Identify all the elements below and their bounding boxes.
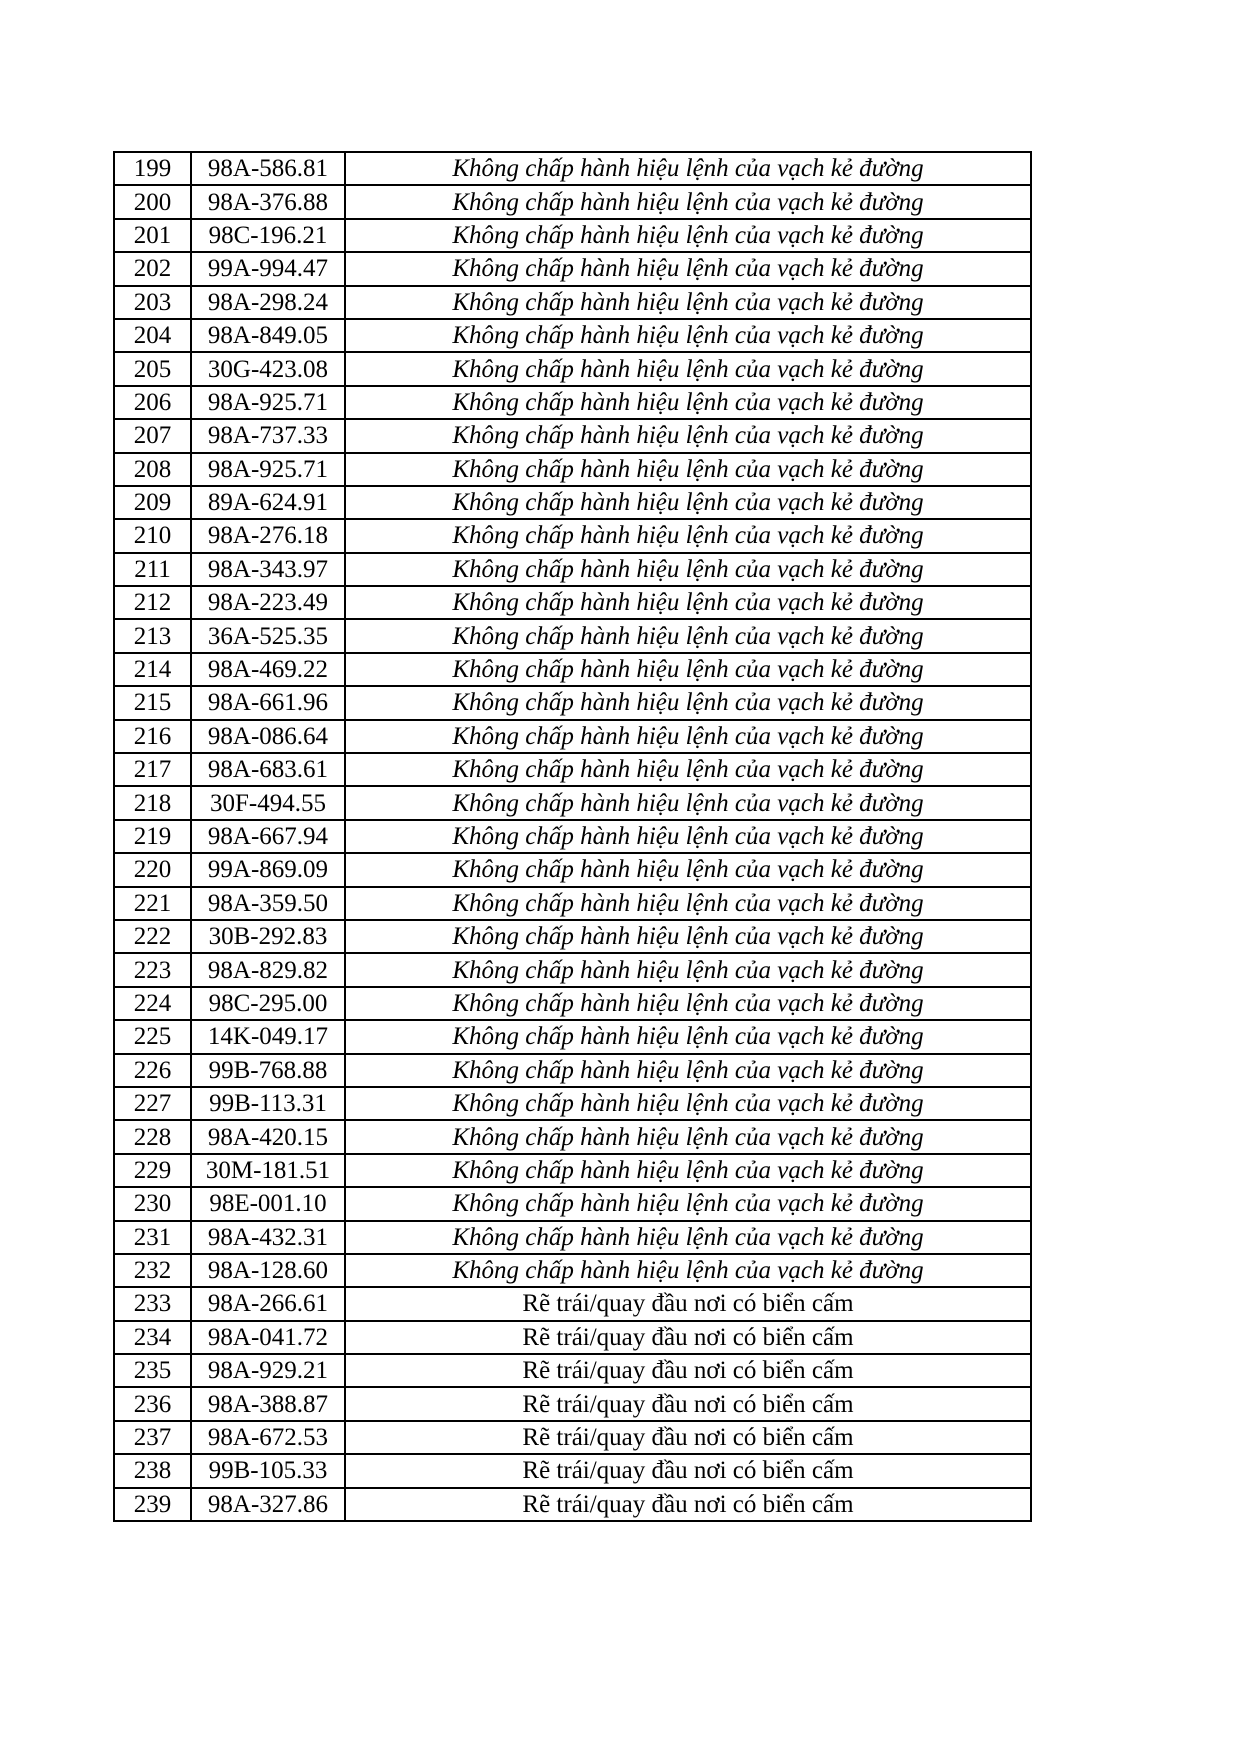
row-number-cell: 203 [114, 286, 191, 319]
violation-cell: Rẽ trái/quay đầu nơi có biển cấm [345, 1287, 1031, 1320]
row-number-cell: 222 [114, 920, 191, 953]
row-number-cell: 233 [114, 1287, 191, 1320]
table-row [114, 853, 1031, 886]
violation-cell: Không chấp hành hiệu lệnh của vạch kẻ đường [345, 720, 1031, 753]
license-plate-cell: 98A-661.96 [191, 686, 345, 719]
row-number-cell: 220 [114, 853, 191, 886]
violation-cell: Không chấp hành hiệu lệnh của vạch kẻ đường [345, 1187, 1031, 1220]
table-row [114, 953, 1031, 986]
license-plate-cell: 99A-869.09 [191, 853, 345, 886]
row-number-cell: 212 [114, 586, 191, 619]
row-number-cell: 204 [114, 319, 191, 352]
license-plate-cell: 98A-359.50 [191, 887, 345, 920]
row-number-cell: 236 [114, 1387, 191, 1420]
table-row [114, 1488, 1031, 1521]
table-row [114, 286, 1031, 319]
violation-cell: Rẽ trái/quay đầu nơi có biển cấm [345, 1387, 1031, 1420]
license-plate-cell: 98A-276.18 [191, 519, 345, 552]
table-row [114, 653, 1031, 686]
table-row [114, 920, 1031, 953]
row-number-cell: 206 [114, 386, 191, 419]
table-row [114, 453, 1031, 486]
row-number-cell: 227 [114, 1087, 191, 1120]
table-row [114, 1120, 1031, 1153]
table-row [114, 319, 1031, 352]
license-plate-cell: 98C-196.21 [191, 219, 345, 252]
violation-cell: Không chấp hành hiệu lệnh của vạch kẻ đường [345, 1020, 1031, 1053]
license-plate-cell: 98A-829.82 [191, 953, 345, 986]
violation-cell: Không chấp hành hiệu lệnh của vạch kẻ đường [345, 953, 1031, 986]
row-number-cell: 229 [114, 1154, 191, 1187]
table-row [114, 720, 1031, 753]
row-number-cell: 221 [114, 887, 191, 920]
license-plate-cell: 30B-292.83 [191, 920, 345, 953]
violation-cell: Không chấp hành hiệu lệnh của vạch kẻ đường [345, 1154, 1031, 1187]
license-plate-cell: 98A-586.81 [191, 152, 345, 185]
row-number-cell: 211 [114, 553, 191, 586]
table-row [114, 386, 1031, 419]
row-number-cell: 209 [114, 486, 191, 519]
row-number-cell: 238 [114, 1454, 191, 1487]
violation-cell: Rẽ trái/quay đầu nơi có biển cấm [345, 1354, 1031, 1387]
license-plate-cell: 98A-041.72 [191, 1321, 345, 1354]
violation-cell: Không chấp hành hiệu lệnh của vạch kẻ đường [345, 653, 1031, 686]
row-number-cell: 207 [114, 419, 191, 452]
violation-cell: Không chấp hành hiệu lệnh của vạch kẻ đường [345, 786, 1031, 819]
row-number-cell: 210 [114, 519, 191, 552]
row-number-cell: 202 [114, 252, 191, 285]
violation-cell: Không chấp hành hiệu lệnh của vạch kẻ đường [345, 753, 1031, 786]
table-row [114, 1387, 1031, 1420]
violation-cell: Không chấp hành hiệu lệnh của vạch kẻ đường [345, 553, 1031, 586]
table-row [114, 486, 1031, 519]
table-row [114, 820, 1031, 853]
license-plate-cell: 98A-929.21 [191, 1354, 345, 1387]
row-number-cell: 232 [114, 1254, 191, 1287]
row-number-cell: 230 [114, 1187, 191, 1220]
license-plate-cell: 99B-105.33 [191, 1454, 345, 1487]
violations-table [113, 151, 1032, 1522]
table-row [114, 753, 1031, 786]
license-plate-cell: 98A-086.64 [191, 720, 345, 753]
table-row [114, 553, 1031, 586]
license-plate-cell: 98A-469.22 [191, 653, 345, 686]
violation-cell: Không chấp hành hiệu lệnh của vạch kẻ đường [345, 1120, 1031, 1153]
row-number-cell: 234 [114, 1321, 191, 1354]
license-plate-cell: 98A-672.53 [191, 1421, 345, 1454]
table-row [114, 1187, 1031, 1220]
violations-table-body [114, 152, 1031, 1521]
table-row [114, 1221, 1031, 1254]
table-row [114, 519, 1031, 552]
violation-cell: Không chấp hành hiệu lệnh của vạch kẻ đường [345, 853, 1031, 886]
table-row [114, 586, 1031, 619]
row-number-cell: 201 [114, 219, 191, 252]
violation-cell: Không chấp hành hiệu lệnh của vạch kẻ đường [345, 1254, 1031, 1287]
license-plate-cell: 98C-295.00 [191, 987, 345, 1020]
row-number-cell: 217 [114, 753, 191, 786]
violation-cell: Không chấp hành hiệu lệnh của vạch kẻ đường [345, 887, 1031, 920]
license-plate-cell: 98A-266.61 [191, 1287, 345, 1320]
table-row [114, 419, 1031, 452]
table-row [114, 352, 1031, 385]
table-row [114, 1354, 1031, 1387]
table-row [114, 1087, 1031, 1120]
table-row [114, 252, 1031, 285]
license-plate-cell: 99B-768.88 [191, 1054, 345, 1087]
violation-cell: Không chấp hành hiệu lệnh của vạch kẻ đường [345, 686, 1031, 719]
license-plate-cell: 98A-667.94 [191, 820, 345, 853]
violation-cell: Không chấp hành hiệu lệnh của vạch kẻ đường [345, 1054, 1031, 1087]
violation-cell: Không chấp hành hiệu lệnh của vạch kẻ đường [345, 619, 1031, 652]
license-plate-cell: 98A-420.15 [191, 1120, 345, 1153]
table-row [114, 786, 1031, 819]
row-number-cell: 237 [114, 1421, 191, 1454]
table-row [114, 987, 1031, 1020]
row-number-cell: 216 [114, 720, 191, 753]
license-plate-cell: 98A-683.61 [191, 753, 345, 786]
violation-cell: Không chấp hành hiệu lệnh của vạch kẻ đường [345, 820, 1031, 853]
table-row [114, 1054, 1031, 1087]
license-plate-cell: 98A-298.24 [191, 286, 345, 319]
license-plate-cell: 98A-223.49 [191, 586, 345, 619]
violation-cell: Không chấp hành hiệu lệnh của vạch kẻ đường [345, 419, 1031, 452]
row-number-cell: 231 [114, 1221, 191, 1254]
license-plate-cell: 98A-343.97 [191, 553, 345, 586]
row-number-cell: 215 [114, 686, 191, 719]
row-number-cell: 226 [114, 1054, 191, 1087]
license-plate-cell: 98A-737.33 [191, 419, 345, 452]
row-number-cell: 235 [114, 1354, 191, 1387]
table-row [114, 619, 1031, 652]
violation-cell: Không chấp hành hiệu lệnh của vạch kẻ đường [345, 219, 1031, 252]
license-plate-cell: 98A-327.86 [191, 1488, 345, 1521]
violation-cell: Không chấp hành hiệu lệnh của vạch kẻ đường [345, 286, 1031, 319]
violation-cell: Không chấp hành hiệu lệnh của vạch kẻ đường [345, 185, 1031, 218]
license-plate-cell: 36A-525.35 [191, 619, 345, 652]
violation-cell: Không chấp hành hiệu lệnh của vạch kẻ đường [345, 519, 1031, 552]
row-number-cell: 224 [114, 987, 191, 1020]
table-row [114, 1421, 1031, 1454]
table-row [114, 1254, 1031, 1287]
table-row [114, 1454, 1031, 1487]
license-plate-cell: 98A-925.71 [191, 453, 345, 486]
table-row [114, 1154, 1031, 1187]
violation-cell: Rẽ trái/quay đầu nơi có biển cấm [345, 1454, 1031, 1487]
row-number-cell: 218 [114, 786, 191, 819]
license-plate-cell: 30M-181.51 [191, 1154, 345, 1187]
license-plate-cell: 98A-376.88 [191, 185, 345, 218]
violation-cell: Không chấp hành hiệu lệnh của vạch kẻ đường [345, 987, 1031, 1020]
license-plate-cell: 30G-423.08 [191, 352, 345, 385]
license-plate-cell: 98A-849.05 [191, 319, 345, 352]
row-number-cell: 213 [114, 619, 191, 652]
license-plate-cell: 98E-001.10 [191, 1187, 345, 1220]
row-number-cell: 200 [114, 185, 191, 218]
row-number-cell: 219 [114, 820, 191, 853]
license-plate-cell: 14K-049.17 [191, 1020, 345, 1053]
license-plate-cell: 99A-994.47 [191, 252, 345, 285]
violation-cell: Không chấp hành hiệu lệnh của vạch kẻ đường [345, 252, 1031, 285]
violation-cell: Không chấp hành hiệu lệnh của vạch kẻ đường [345, 586, 1031, 619]
row-number-cell: 199 [114, 152, 191, 185]
violation-cell: Không chấp hành hiệu lệnh của vạch kẻ đường [345, 1221, 1031, 1254]
table-row [114, 185, 1031, 218]
table-row [114, 1287, 1031, 1320]
license-plate-cell: 30F-494.55 [191, 786, 345, 819]
license-plate-cell: 98A-128.60 [191, 1254, 345, 1287]
table-row [114, 686, 1031, 719]
violation-cell: Không chấp hành hiệu lệnh của vạch kẻ đường [345, 920, 1031, 953]
violation-cell: Rẽ trái/quay đầu nơi có biển cấm [345, 1421, 1031, 1454]
violation-cell: Không chấp hành hiệu lệnh của vạch kẻ đường [345, 152, 1031, 185]
row-number-cell: 208 [114, 453, 191, 486]
violation-cell: Rẽ trái/quay đầu nơi có biển cấm [345, 1488, 1031, 1521]
license-plate-cell: 98A-388.87 [191, 1387, 345, 1420]
license-plate-cell: 98A-925.71 [191, 386, 345, 419]
violation-cell: Không chấp hành hiệu lệnh của vạch kẻ đường [345, 1087, 1031, 1120]
license-plate-cell: 89A-624.91 [191, 486, 345, 519]
license-plate-cell: 99B-113.31 [191, 1087, 345, 1120]
table-row [114, 1020, 1031, 1053]
violation-cell: Không chấp hành hiệu lệnh của vạch kẻ đường [345, 319, 1031, 352]
row-number-cell: 228 [114, 1120, 191, 1153]
row-number-cell: 214 [114, 653, 191, 686]
violation-cell: Không chấp hành hiệu lệnh của vạch kẻ đường [345, 453, 1031, 486]
table-row [114, 1321, 1031, 1354]
row-number-cell: 239 [114, 1488, 191, 1521]
row-number-cell: 205 [114, 352, 191, 385]
table-row [114, 152, 1031, 185]
violation-cell: Rẽ trái/quay đầu nơi có biển cấm [345, 1321, 1031, 1354]
violation-cell: Không chấp hành hiệu lệnh của vạch kẻ đường [345, 386, 1031, 419]
table-row [114, 219, 1031, 252]
table-row [114, 887, 1031, 920]
violation-cell: Không chấp hành hiệu lệnh của vạch kẻ đường [345, 486, 1031, 519]
license-plate-cell: 98A-432.31 [191, 1221, 345, 1254]
row-number-cell: 223 [114, 953, 191, 986]
violation-cell: Không chấp hành hiệu lệnh của vạch kẻ đường [345, 352, 1031, 385]
row-number-cell: 225 [114, 1020, 191, 1053]
